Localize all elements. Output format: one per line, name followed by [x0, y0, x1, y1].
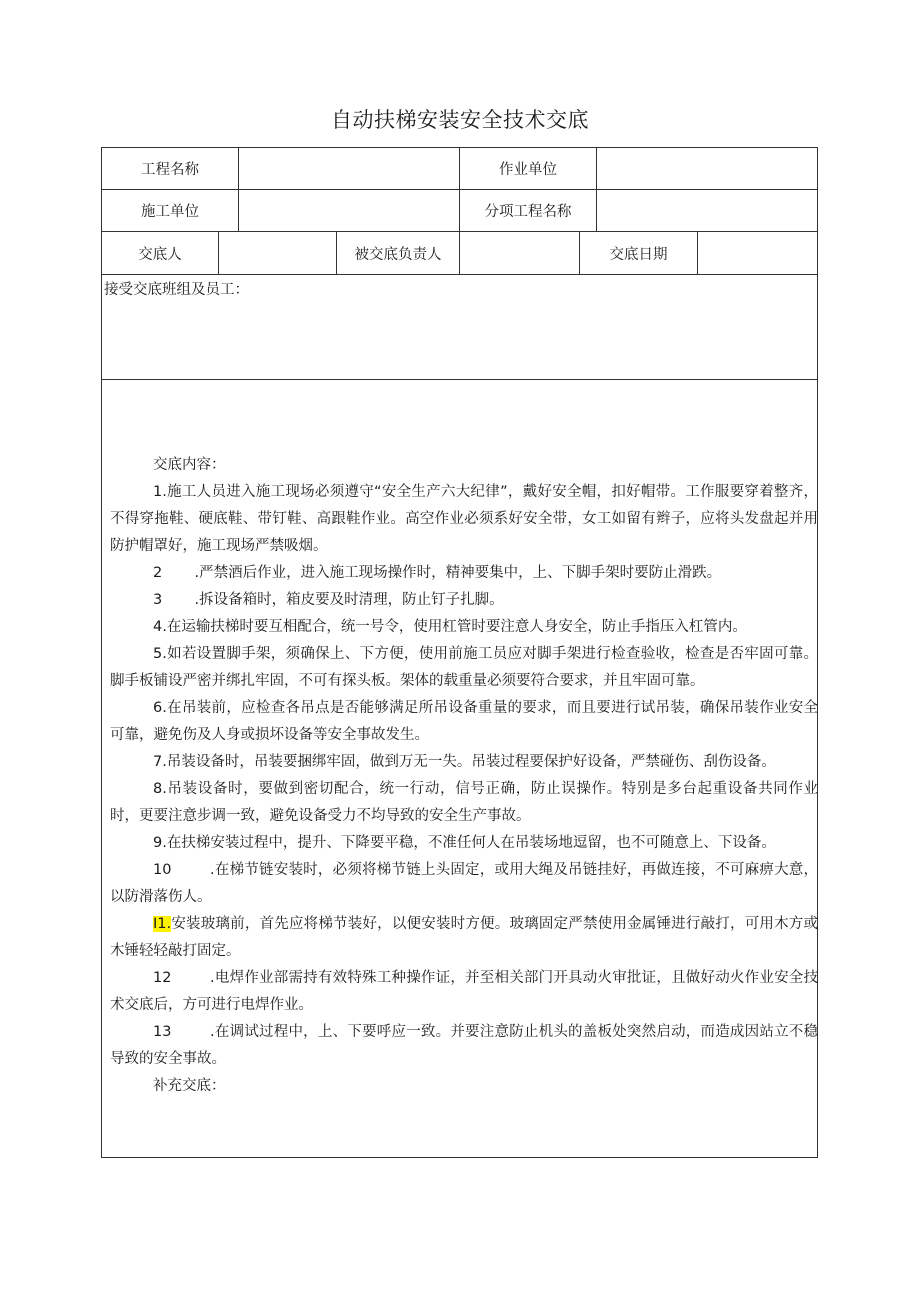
discloser-label: 交底人 — [138, 246, 182, 263]
item-number: 4. — [153, 619, 167, 635]
item-text: 在扶梯安装过程中，提升、下降要平稳，不准任何人在吊装场地逗留，也不可随意上、下设备。 — [166, 835, 776, 851]
row-divider — [102, 274, 817, 275]
work-unit-field[interactable] — [597, 148, 817, 189]
content-item — [110, 965, 818, 1019]
item-text: 吊装设备时，要做到密切配合，统一行动，信号正确，防止误操作。特别是多台起重设备共同作业时，更要注意步调一致，避免设备受力不均导致的安全生产事故。 — [110, 781, 818, 824]
item-text: 电焊作业部需持有效特殊工种操作证，并至相关部门开具动火审批证，且做好动火作业安全技术交底后，方可进行电焊作业。 — [110, 970, 819, 1013]
content-item — [110, 1019, 818, 1073]
item-number: 13 . — [153, 1024, 215, 1040]
content-item — [110, 911, 818, 965]
content-item — [110, 587, 818, 614]
item-number: 5. — [153, 646, 167, 662]
content-item — [110, 479, 818, 560]
item-text: 严禁酒后作业，进入施工现场操作时，精神要集中，上、下脚手架时要防止滑跌。 — [199, 565, 722, 581]
content-item — [110, 776, 818, 830]
item-text: 拆设备箱时，箱皮要及时清理，防止钉子扎脚。 — [199, 592, 504, 608]
content-item — [110, 695, 818, 749]
item-text: 吊装设备时，吊装要捆绑牢固，做到万无一失。吊装过程要保护好设备，严禁碰伤、刮伤设备。 — [166, 754, 776, 770]
team-label: 接受交底班组及员工： — [104, 282, 249, 298]
item-number: 9. — [153, 835, 167, 851]
work-unit-label: 作业单位 — [499, 162, 557, 178]
item-number: 8. — [153, 781, 167, 797]
item-number: 7. — [153, 754, 167, 770]
recipient-leader-field[interactable] — [460, 232, 579, 274]
disclosure-date-field[interactable] — [698, 232, 817, 274]
item-number-highlighted: I1. — [153, 916, 172, 932]
project-name-field[interactable] — [239, 148, 459, 189]
item-number: 6. — [153, 700, 167, 716]
row-divider — [102, 379, 817, 380]
construction-unit-field[interactable] — [239, 190, 459, 231]
item-text: 施工人员进入施工现场必须遵守“安全生产六大纪律”，戴好安全帽，扣好帽带。工作服要穿着整齐，不得穿拖鞋、硬底鞋、带钉鞋、高跟鞋作业。高空作业必须系好安全带，女工如留有辫子，应将头发盘起并用防护帽罩好，施工现场严禁吸烟。 — [110, 484, 818, 554]
item-text: 安装玻璃前，首先应将梯节装好，以便安装时方便。玻璃固定严禁使用金属锤进行敲打，可用木方或木锤轻轻敲打固定。 — [110, 916, 818, 959]
item-number: 1. — [153, 484, 167, 500]
page-title: 自动扶梯安装安全技术交底 — [331, 108, 589, 132]
content-item — [110, 830, 818, 857]
item-number: 2 . — [153, 565, 200, 581]
item-text: 在调试过程中，上、下要呼应一致。并要注意防止机头的盖板处突然启动，而造成因站立不稳导致的安全事故。 — [110, 1024, 819, 1067]
supplement-label: 补充交底： — [153, 1078, 226, 1094]
disclosure-content — [110, 452, 818, 1100]
content-item — [110, 749, 818, 776]
item-text: 在运输扶梯时要互相配合，统一号令，使用杠管时要注意人身安全，防止手指压入杠管内。 — [166, 619, 747, 635]
sub-project-name-label: 分项工程名称 — [484, 204, 572, 220]
discloser-field[interactable] — [219, 232, 336, 274]
item-text: 在梯节链安装时，必须将梯节链上头固定，或用大绳及吊链挂好，再做连接，不可麻痹大意，以防滑落伤人。 — [110, 862, 819, 905]
item-number: 12 . — [153, 970, 215, 986]
team-field[interactable] — [110, 302, 810, 372]
recipient-leader-label: 被交底负责人 — [354, 246, 442, 263]
content-heading: 交底内容： — [153, 457, 226, 473]
item-text: 如若设置脚手架，须确保上、下方便，使用前施工员应对脚手架进行检查验收，检查是否牢固可靠。脚手板铺设严密并绑扎牢固，不可有探头板。架体的载重量必须要符合要求，并且牢固可靠。 — [110, 646, 818, 689]
item-text: 在吊装前，应检查各吊点是否能够满足所吊设备重量的要求，而且要进行试吊装，确保吊装作业安全可靠，避免伤及人身或损坏设备等安全事故发生。 — [110, 700, 818, 743]
construction-unit-label: 施工单位 — [141, 204, 199, 220]
disclosure-date-label: 交底日期 — [609, 246, 668, 263]
item-number: 10 . — [153, 862, 215, 878]
content-item — [110, 614, 818, 641]
item-number: 3 . — [153, 592, 200, 608]
content-item — [110, 857, 818, 911]
content-item — [110, 641, 818, 695]
content-item — [110, 560, 818, 587]
project-name-label: 工程名称 — [141, 162, 199, 178]
disclosure-form — [101, 147, 818, 1158]
sub-project-name-field[interactable] — [597, 190, 817, 231]
